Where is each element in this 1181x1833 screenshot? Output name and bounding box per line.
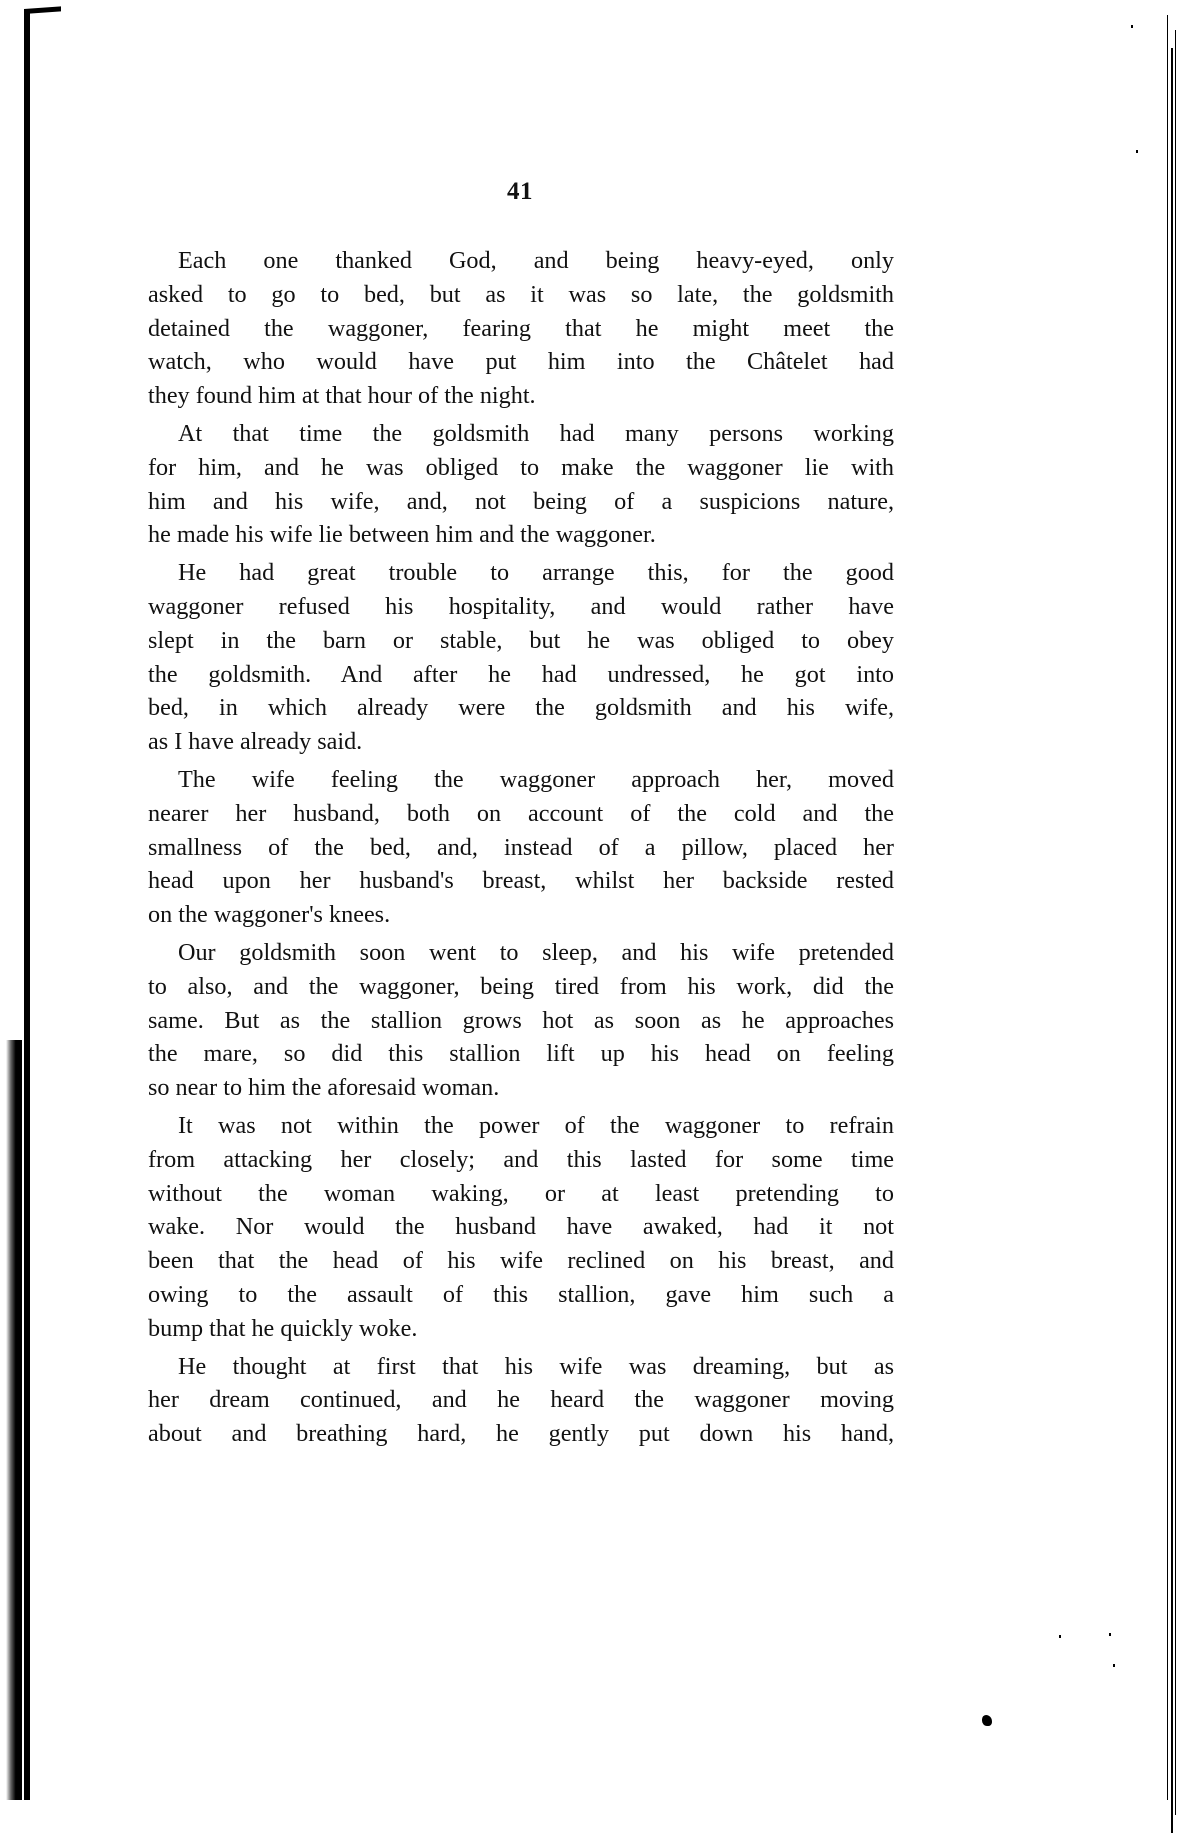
page-right-edge-line: [1167, 15, 1168, 1800]
scan-speck: [1109, 1633, 1111, 1636]
text-line: He thought at first that his wife was dreaming, but as: [178, 1352, 894, 1380]
scan-speck: [1113, 1664, 1115, 1667]
text-line: to also, and the waggoner, being tired from his work, did the: [148, 972, 894, 1000]
scan-speck: [1059, 1635, 1061, 1638]
text-line: Each one thanked God, and being heavy-eyed, only: [178, 247, 894, 274]
text-line: without the woman waking, or at least pretending to: [148, 1179, 894, 1207]
ink-blot: [982, 1715, 992, 1726]
text-line: It was not within the power of the waggoner to refrain: [178, 1111, 894, 1139]
page-binding-shadow: [6, 1040, 22, 1800]
text-line: watch, who would have put him into the Châtelet had: [148, 348, 894, 376]
text-line: At that time the goldsmith had many persons working: [178, 419, 894, 447]
page-right-edge-line: [1171, 48, 1173, 1833]
text-line: asked to go to bed, but as it was so late, the goldsmith: [148, 280, 894, 308]
text-line: bed, in which already were the goldsmith and his wife,: [148, 694, 894, 722]
text-line: same. But as the stallion grows hot as soon as he approaches: [148, 1006, 894, 1034]
text-line: nearer her husband, both on account of the cold and the: [148, 799, 894, 827]
text-line: on the waggoner's knees.: [148, 901, 391, 929]
text-line: him and his wife, and, not being of a suspicions nature,: [148, 487, 894, 515]
text-line: her dream continued, and he heard the waggoner moving: [148, 1386, 894, 1414]
paragraph: [148, 763, 894, 932]
body-text: [148, 244, 894, 1455]
text-line: so near to him the aforesaid woman.: [148, 1074, 500, 1102]
text-line: detained the waggoner, fearing that he might meet the: [148, 314, 894, 342]
paragraph: [148, 1350, 894, 1451]
text-line: head upon her husband's breast, whilst her backside rested: [148, 867, 894, 895]
text-line: about and breathing hard, he gently put down his hand,: [148, 1420, 894, 1448]
text-line: He had great trouble to arrange this, for the good: [178, 559, 894, 587]
text-line: for him, and he was obliged to make the waggoner lie with: [148, 453, 894, 481]
scan-speck: [1131, 25, 1133, 28]
page-corner-mark: [24, 6, 61, 14]
text-line: the goldsmith. And after he had undressed, he got into: [148, 660, 894, 688]
paragraph: [148, 556, 894, 759]
paragraph: [148, 936, 894, 1105]
text-line: from attacking her closely; and this lasted for some time: [148, 1145, 894, 1173]
paragraph: [148, 417, 894, 552]
text-line: waggoner refused his hospitality, and would rather have: [148, 592, 894, 620]
text-line: slept in the barn or stable, but he was obliged to obey: [148, 626, 894, 654]
text-line: The wife feeling the waggoner approach her, moved: [178, 765, 894, 793]
paragraph: [148, 1109, 894, 1346]
text-line: Our goldsmith soon went to sleep, and his wife pretended: [178, 938, 894, 966]
text-line: smallness of the bed, and, instead of a pillow, placed her: [148, 833, 894, 861]
page-right-edge-line: [1175, 30, 1176, 1815]
text-line: been that the head of his wife reclined on his breast, and: [148, 1247, 894, 1275]
text-line: wake. Nor would the husband have awaked, had it not: [148, 1213, 894, 1241]
text-line: they found him at that hour of the night.: [148, 382, 536, 410]
scan-speck: [1136, 150, 1138, 153]
text-line: as I have already said.: [148, 728, 363, 756]
text-line: owing to the assault of this stallion, gave him such a: [148, 1280, 894, 1308]
text-line: the mare, so did this stallion lift up his head on feeling: [148, 1040, 894, 1068]
text-line: he made his wife lie between him and the waggoner.: [148, 521, 656, 549]
text-line: bump that he quickly woke.: [148, 1314, 418, 1342]
page-binding-edge: [24, 10, 30, 1800]
paragraph: [148, 244, 894, 413]
page-number: 41: [507, 178, 533, 205]
